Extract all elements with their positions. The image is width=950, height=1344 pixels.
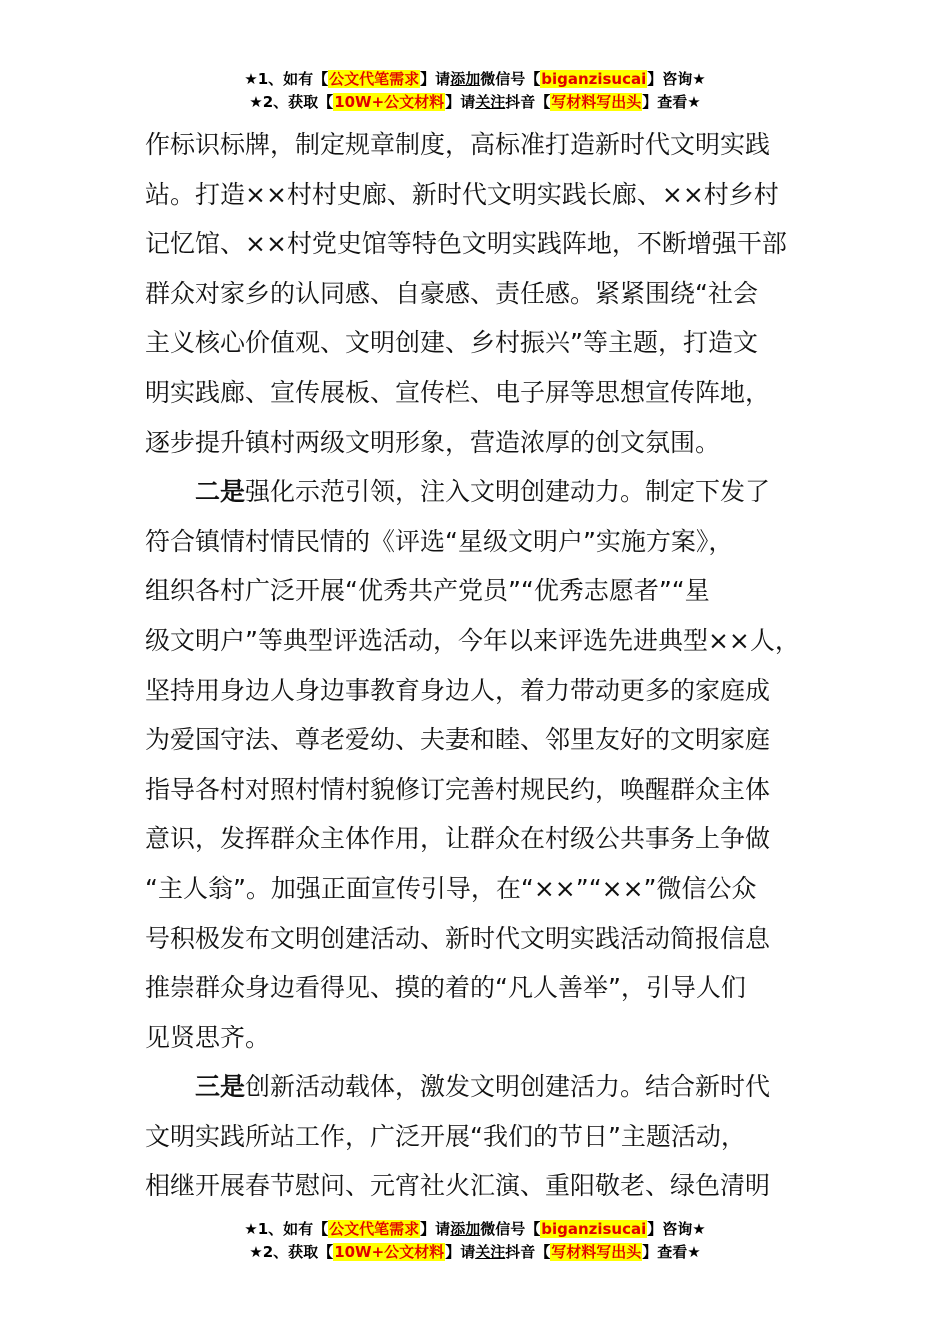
text-line: 明实践廊、宣传展板、宣传栏、电子屏等思想宣传阵地， — [145, 377, 771, 407]
paragraph-lead: 三是 — [195, 1072, 246, 1102]
footer-banner — [0, 1218, 950, 1264]
text-line — [145, 1062, 835, 1112]
text-run: 强化示范引领，注入文明创建动力。制定下发了 — [245, 477, 771, 507]
underlined-text: 关注 — [475, 1243, 506, 1261]
banner-text: ★1、如有【 — [244, 1220, 329, 1238]
banner-text: 】查看★ — [642, 1243, 701, 1261]
text-line: 符合镇情村情民情的《评选“星级文明户”实施方案》， — [145, 526, 734, 556]
text-line: 见贤思齐。 — [145, 1022, 271, 1052]
paragraph-lead: 二是 — [195, 477, 246, 507]
text-line: 记忆馆、××村党史馆等特色文明实践阵地，不断增强干部 — [145, 229, 787, 259]
text-line: 群众对家乡的认同感、自豪感、责任感。紧紧围绕“社会 — [145, 278, 758, 308]
highlight-tag: 公文代笔需求 — [329, 70, 420, 88]
douyin-id-highlight: 写材料写出头 — [551, 93, 642, 111]
text-line: 坚持用身边人身边事教育身边人，着力带动更多的家庭成 — [145, 675, 771, 705]
text-line: 组织各村广泛开展“优秀共产党员”“优秀志愿者”“星 — [145, 576, 710, 606]
banner-text: 抖音【 — [505, 1243, 551, 1261]
text-line: “主人翁”。加强正面宣传引导，在“××”“××”微信公众 — [145, 873, 757, 903]
text-line: 级文明户”等典型评选活动，今年以来评选先进典型××人， — [145, 625, 800, 655]
banner-text: ★2、获取【 — [249, 93, 334, 111]
banner-text: 微信号【 — [480, 1220, 541, 1238]
banner-text: 】请 — [420, 1220, 451, 1238]
text-line — [145, 467, 835, 517]
banner-text: 微信号【 — [480, 70, 541, 88]
banner-text: 】查看★ — [642, 93, 701, 111]
text-line: 主义核心价值观、文明创建、乡村振兴”等主题，打造文 — [145, 328, 758, 358]
text-line: 指导各村对照村情村貌修订完善村规民约，唤醒群众主体 — [145, 774, 771, 804]
text-line: 号积极发布文明创建活动、新时代文明实践活动简报信息 — [145, 923, 771, 953]
underlined-text: 关注 — [475, 93, 506, 111]
banner-text: 】请 — [445, 93, 476, 111]
banner-line-2 — [0, 91, 950, 114]
text-line: 逐步提升镇村两级文明形象，营造浓厚的创文氛围。 — [145, 427, 721, 457]
douyin-id-highlight: 写材料写出头 — [551, 1243, 642, 1261]
document-body — [145, 120, 835, 1211]
paragraph — [145, 467, 835, 1062]
wechat-id-highlight: biganzisucai — [541, 70, 647, 88]
paragraph — [145, 1062, 835, 1211]
header-banner — [0, 68, 950, 114]
text-run: 创新活动载体，激发文明创建活力。结合新时代 — [245, 1072, 771, 1102]
banner-line-1 — [0, 1218, 950, 1241]
text-line: 站。打造××村村史廊、新时代文明实践长廊、××村乡村 — [145, 179, 779, 209]
banner-text: 抖音【 — [505, 93, 551, 111]
text-line: 相继开展春节慰问、元宵社火汇演、重阳敬老、绿色清明 — [145, 1171, 771, 1201]
highlight-tag: 10W+公文材料 — [334, 93, 445, 111]
underlined-text: 添加 — [450, 1220, 481, 1238]
paragraph — [145, 120, 835, 467]
banner-line-1 — [0, 68, 950, 91]
text-line: 为爱国守法、尊老爱幼、夫妻和睦、邻里友好的文明家庭 — [145, 725, 771, 755]
text-line: 意识，发挥群众主体作用，让群众在村级公共事务上争做 — [145, 824, 771, 854]
banner-text: 】咨询★ — [647, 1220, 706, 1238]
banner-text: 】请 — [420, 70, 451, 88]
highlight-tag: 10W+公文材料 — [334, 1243, 445, 1261]
banner-text: ★2、获取【 — [249, 1243, 334, 1261]
text-line: 推崇群众身边看得见、摸的着的“凡人善举”，引导人们 — [145, 973, 746, 1003]
banner-text: 】请 — [445, 1243, 476, 1261]
wechat-id-highlight: biganzisucai — [541, 1220, 647, 1238]
banner-text: 】咨询★ — [647, 70, 706, 88]
text-line: 文明实践所站工作，广泛开展“我们的节日”主题活动， — [145, 1121, 746, 1151]
text-line: 作标识标牌，制定规章制度，高标准打造新时代文明实践 — [145, 130, 771, 159]
banner-line-2 — [0, 1241, 950, 1264]
underlined-text: 添加 — [450, 70, 481, 88]
highlight-tag: 公文代笔需求 — [329, 1220, 420, 1238]
banner-text: ★1、如有【 — [244, 70, 329, 88]
